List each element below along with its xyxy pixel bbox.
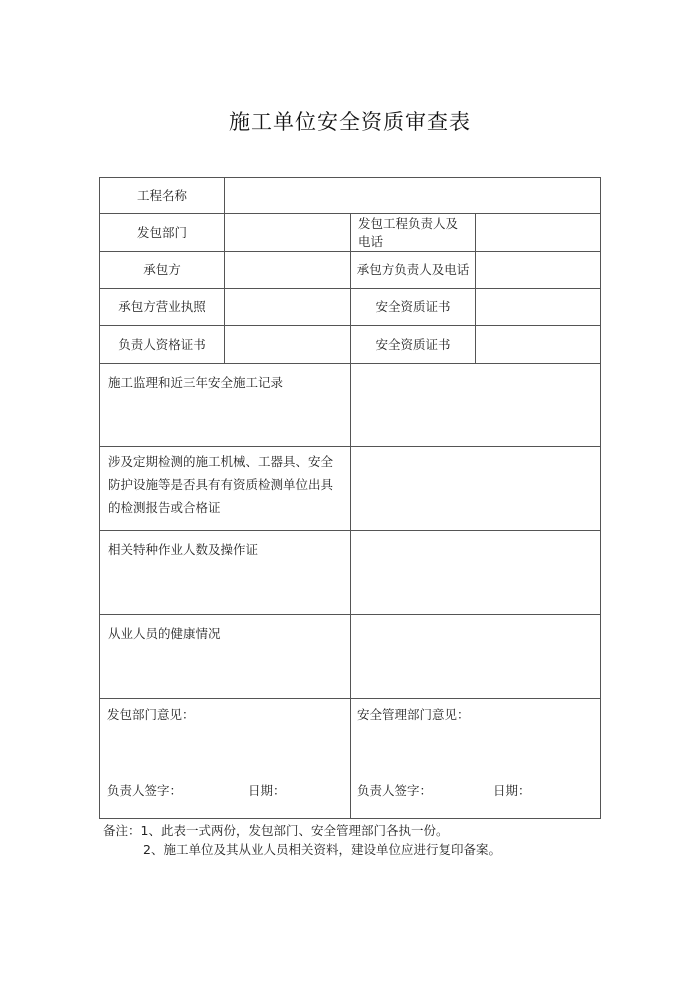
special-workers-label: 相关特种作业人数及操作证 [108,542,259,557]
contractor-contact-label: 承包方负责人及电话 [356,262,470,277]
safety-cert-label-2: 安全资质证书 [375,336,451,352]
remark-line-2: 2、施工单位及其从业人员相关资料，建设单位应进行复印备案。 [143,842,501,857]
health-label: 从业人员的健康情况 [108,626,221,641]
employer-date-label: 日期： [248,783,286,798]
health-field[interactable] [351,615,600,698]
employer-signature-label: 负责人签字： [107,783,183,798]
supervision-record-field[interactable] [351,364,600,446]
remark-line-1: 备注：1、此表一式两份，发包部门、安全管理部门各执一份。 [103,823,449,838]
employer-dept-field[interactable] [225,214,350,251]
contractor-field[interactable] [225,252,350,288]
special-workers-field[interactable] [351,531,600,614]
project-name-field[interactable] [225,178,600,213]
employer-contact-field[interactable] [476,214,600,251]
contractor-contact-field[interactable] [476,252,600,288]
safety-cert-field[interactable] [476,289,600,325]
safety-date-label: 日期： [493,783,531,798]
project-name-label: 工程名称 [136,187,187,203]
safety-signature-label: 负责人签字： [357,783,433,798]
safety-opinion-label: 安全管理部门意见： [357,707,470,722]
manager-cert-label: 负责人资格证书 [118,336,206,352]
employer-contact-label: 发包工程负责人及电话 [358,216,459,249]
equipment-inspection-field[interactable] [351,447,600,530]
page-title: 施工单位安全资质审查表 [229,110,471,134]
contractor-label: 承包方 [143,262,181,277]
safety-cert-field-2[interactable] [476,326,600,363]
supervision-record-label: 施工监理和近三年安全施工记录 [108,375,284,390]
manager-cert-field[interactable] [225,326,350,363]
employer-dept-label: 发包部门 [136,224,187,240]
employer-opinion-label: 发包部门意见： [107,707,195,722]
equipment-inspection-label: 涉及定期检测的施工机械、工器具、安全防护设施等是否具有有资质检测单位出具的检测报告或合格证 [108,454,334,515]
business-license-field[interactable] [225,289,350,325]
safety-cert-label: 安全资质证书 [375,299,451,314]
business-license-label: 承包方营业执照 [118,299,206,314]
